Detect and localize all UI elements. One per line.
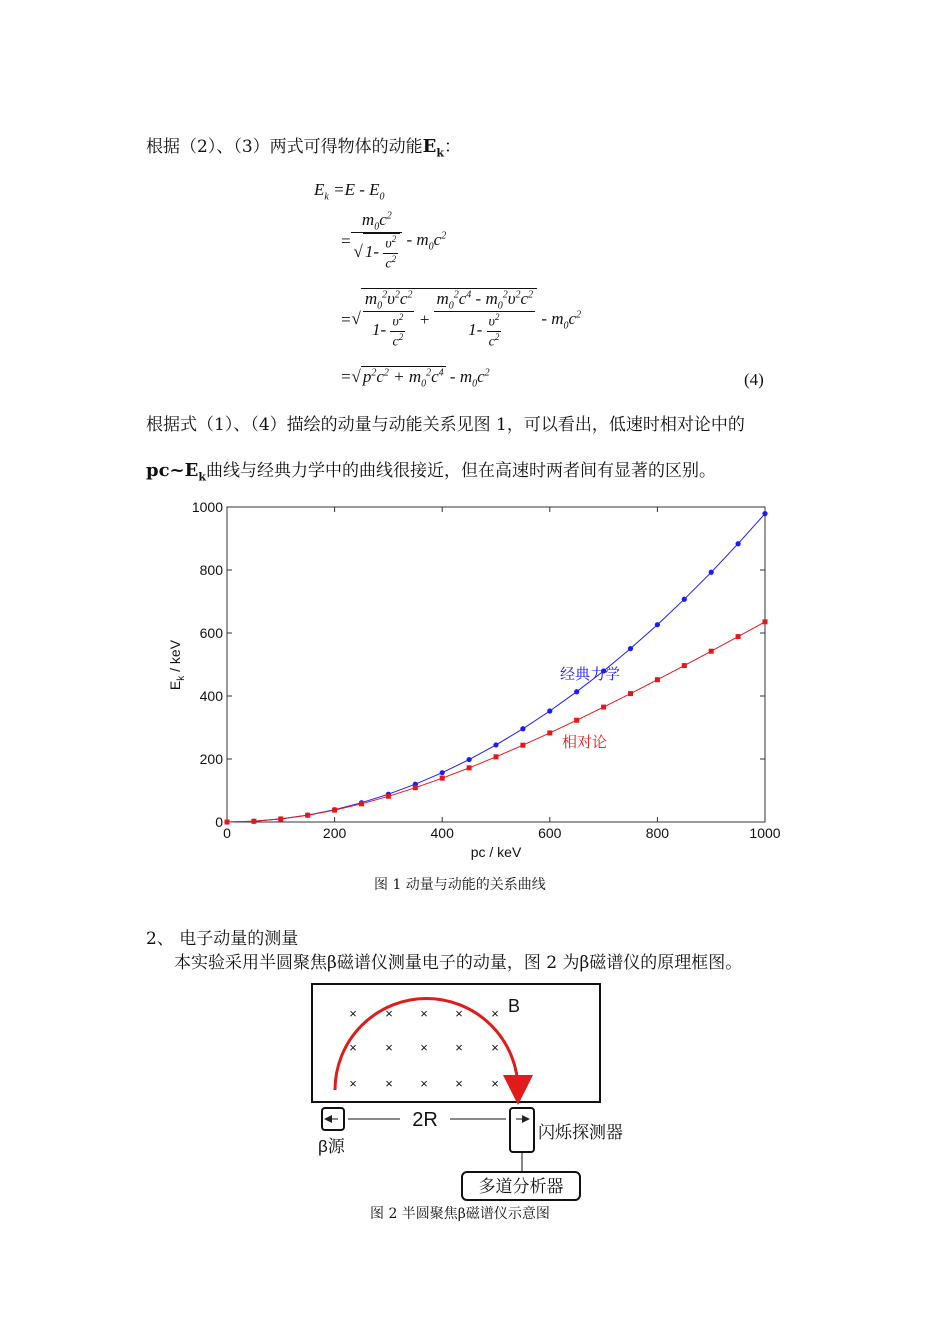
field-x-mark: × — [491, 1040, 499, 1055]
y-tick-label: 800 — [199, 562, 223, 578]
data-point-square — [601, 705, 606, 710]
field-x-mark: × — [349, 1006, 357, 1021]
x-tick-label: 200 — [322, 825, 347, 841]
x-tick-label: 600 — [538, 825, 562, 841]
data-point-circle — [574, 689, 579, 694]
field-x-mark: × — [455, 1006, 463, 1021]
analyzer-label: 多道分析器 — [478, 1177, 564, 1196]
y-axis-label: $E_k$ / keV — [167, 639, 187, 691]
field-x-mark: × — [385, 1076, 393, 1091]
data-point-circle — [628, 646, 633, 651]
section2-text: 本实验采用半圆聚焦β磁谱仪测量电子的动量，图 2 为β磁谱仪的原理框图。 — [174, 953, 743, 973]
data-point-square — [574, 718, 579, 723]
detector-label: 闪烁探测器 — [538, 1123, 623, 1142]
data-point-circle — [709, 570, 714, 575]
y-tick-label: 0 — [215, 814, 223, 830]
data-point-square — [251, 819, 256, 824]
data-point-circle — [547, 708, 552, 713]
y-tick-label: 600 — [199, 625, 223, 641]
y-tick-label: 400 — [199, 688, 223, 704]
figure2-caption: 图 2 半圆聚焦β磁谱仪示意图 — [370, 1206, 550, 1222]
data-point-circle — [520, 726, 525, 731]
data-point-square — [278, 816, 283, 821]
data-point-square — [413, 785, 418, 790]
beta-spectrometer-diagram — [300, 980, 660, 1212]
paragraph-figure1-description-line2: $pc\sim E_k$曲线与经典力学中的曲线很接近，但在高速时两者间有显著的区别。 — [146, 460, 716, 484]
paragraph-figure1-description-line1: 根据式（1）、（4）描绘的动量与动能关系见图 1，可以看出，低速时相对论中的 — [146, 415, 745, 435]
data-point-square — [225, 820, 230, 825]
equation-number: (4) — [744, 370, 764, 389]
scintillation-detector — [510, 1108, 534, 1152]
field-x-mark: × — [385, 1040, 393, 1055]
legend-relativistic: 相对论 — [562, 734, 608, 751]
field-x-mark: × — [420, 1006, 428, 1021]
ek-symbol: $E_k$ — [422, 136, 444, 160]
data-point-square — [763, 619, 768, 624]
data-point-circle — [493, 742, 498, 747]
source-label: β源 — [318, 1137, 345, 1156]
data-point-square — [305, 813, 310, 818]
data-point-circle — [440, 770, 445, 775]
distance-label: 2R — [412, 1109, 438, 1131]
data-point-square — [386, 794, 391, 799]
field-x-mark: × — [349, 1076, 357, 1091]
field-x-mark: × — [385, 1006, 393, 1021]
equation-line-2: = $m_0c^2$ √ 1- $\frac{\upsilon^2}{c^2}$ - $m_0c^2$ — [340, 210, 447, 272]
x-tick-label: 800 — [645, 825, 670, 841]
equation-line-1: $E_k =E - E_0$ — [314, 180, 385, 203]
data-point-square — [520, 743, 525, 748]
data-point-circle — [467, 757, 472, 762]
field-x-mark: × — [420, 1040, 428, 1055]
data-point-square — [709, 649, 714, 654]
figure1-caption: 图 1 动量与动能的关系曲线 — [374, 877, 546, 893]
data-point-square — [332, 808, 337, 813]
legend-classical: 经典力学 — [560, 666, 621, 683]
data-point-square — [736, 634, 741, 639]
field-x-mark: × — [491, 1006, 499, 1021]
data-point-square — [467, 765, 472, 770]
field-x-mark: × — [491, 1076, 499, 1091]
field-x-mark: × — [455, 1040, 463, 1055]
data-point-circle — [736, 541, 741, 546]
field-label: B — [508, 996, 521, 1016]
y-tick-label: 1000 — [191, 499, 223, 515]
x-axis-label: pc / keV — [470, 844, 522, 860]
data-point-circle — [762, 511, 767, 516]
field-x-mark: × — [349, 1040, 357, 1055]
field-x-mark: × — [420, 1076, 428, 1091]
paragraph-kinetic-energy-intro: 根据（2）、（3）两式可得物体的动能$E_k$： — [146, 136, 461, 160]
data-point-square — [655, 677, 660, 682]
data-point-circle — [655, 622, 660, 627]
equation-line-3: =√ $m_0^2\upsilon^2c^2$ 1- $\frac{\upsilon^2}{c^2}$ + $m_0^2c^4 - m_0^2\upsilon^2c^2$ 1- $\frac{\upsilon^2}{c^2}$ - $m_0c^2$ — [340, 289, 582, 350]
x-tick-label: 400 — [430, 825, 454, 841]
pc-ek-symbol: $pc\sim E_k$ — [146, 460, 206, 484]
data-point-square — [628, 691, 633, 696]
data-point-square — [547, 730, 552, 735]
data-point-square — [682, 663, 687, 668]
y-tick-label: 200 — [199, 751, 223, 767]
x-tick-label: 1000 — [749, 825, 781, 841]
equation-line-4: =√ $p^2c^2 + m_0^2c^4 - m_0c^2$ — [340, 367, 490, 390]
data-point-circle — [682, 597, 687, 602]
data-point-square — [440, 776, 445, 781]
x-tick-label: 0 — [223, 825, 231, 841]
field-x-mark: × — [455, 1076, 463, 1091]
data-point-square — [359, 801, 364, 806]
momentum-energy-chart — [160, 495, 800, 865]
section2-heading: 2、 电子动量的测量 — [146, 929, 299, 949]
data-point-square — [494, 754, 499, 759]
